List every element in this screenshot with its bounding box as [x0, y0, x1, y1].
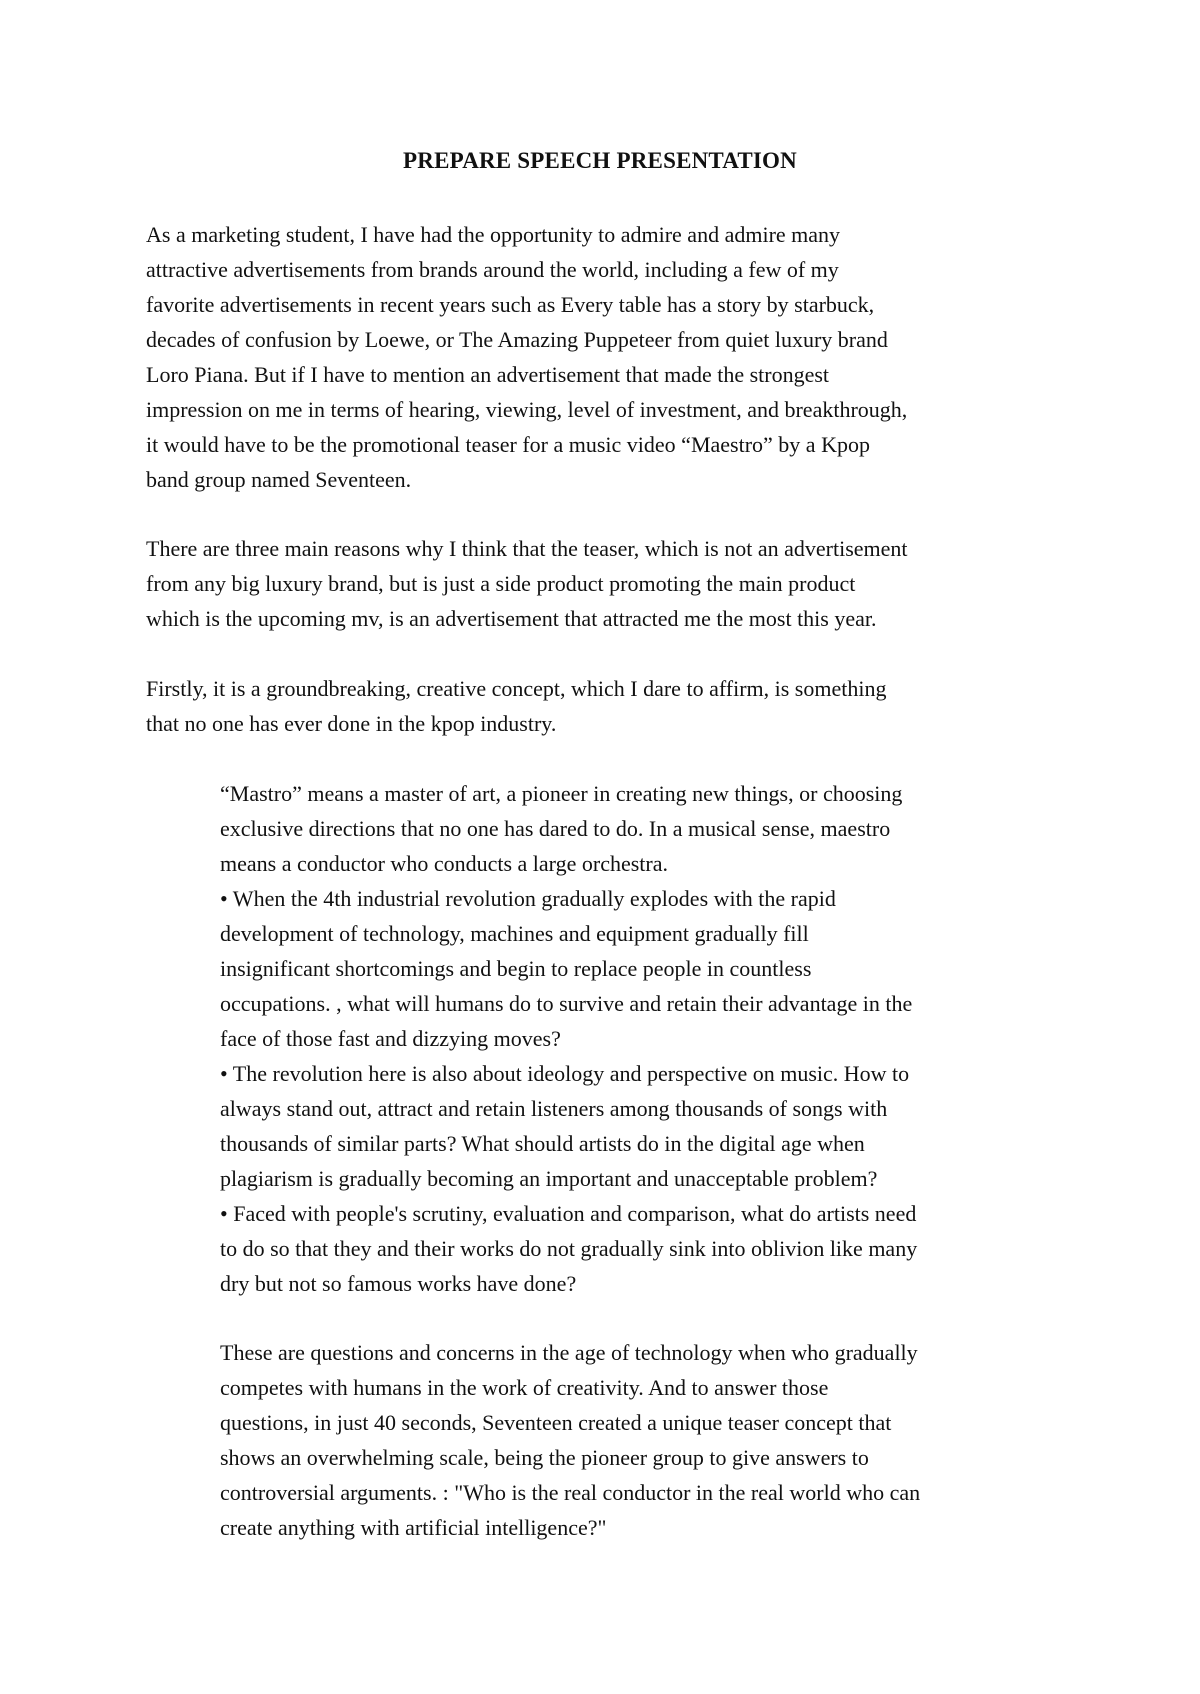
paragraph-line: favorite advertisements in recent years such as Every table has a story by starbuck,: [146, 292, 875, 317]
paragraph-line: it would have to be the promotional teaser for a music video “Maestro” by a Kpop: [146, 432, 870, 457]
indented-line: create anything with artificial intelligence?": [220, 1515, 607, 1540]
bullet-line: • The revolution here is also about ideology and perspective on music. How to: [220, 1061, 910, 1086]
indented-line: occupations. , what will humans do to survive and retain their advantage in the: [220, 991, 913, 1016]
paragraph-line: There are three main reasons why I think that the teaser, which is not an advertisement: [146, 536, 908, 561]
paragraph-line: which is the upcoming mv, is an advertisement that attracted me the most this year.: [146, 606, 877, 631]
paragraph-line: band group named Seventeen.: [146, 467, 412, 492]
indented-line: face of those fast and dizzying moves?: [220, 1026, 561, 1051]
indented-line: shows an overwhelming scale, being the pioneer group to give answers to: [220, 1445, 869, 1470]
paragraph-line: As a marketing student, I have had the opportunity to admire and admire many: [146, 222, 841, 247]
indented-line: means a conductor who conducts a large orchestra.: [220, 851, 668, 876]
indented-line: to do so that they and their works do not gradually sink into oblivion like many: [220, 1236, 918, 1261]
paragraph-intro: [146, 217, 1066, 497]
indented-line: thousands of similar parts? What should artists do in the digital age when: [220, 1131, 865, 1156]
paragraph-line: from any big luxury brand, but is just a side product promoting the main product: [146, 571, 856, 596]
indented-line: competes with humans in the work of creativity. And to answer those: [220, 1375, 829, 1400]
indented-line: questions, in just 40 seconds, Seventeen created a unique teaser concept that: [220, 1410, 892, 1435]
bullet-line: • Faced with people's scrutiny, evaluation and comparison, what do artists need: [220, 1201, 917, 1226]
indented-line: dry but not so famous works have done?: [220, 1271, 577, 1296]
indented-line: “Mastro” means a master of art, a pioneer in creating new things, or choosing: [220, 781, 903, 806]
paragraph-firstly: [146, 671, 1066, 741]
indented-line: controversial arguments. : "Who is the real conductor in the real world who can: [220, 1480, 921, 1505]
bullet-line: • When the 4th industrial revolution gradually explodes with the rapid: [220, 886, 836, 911]
paragraph-line: decades of confusion by Loewe, or The Amazing Puppeteer from quiet luxury brand: [146, 327, 888, 352]
paragraph-line: attractive advertisements from brands around the world, including a few of my: [146, 257, 839, 282]
paragraph-reasons: [146, 531, 1066, 636]
indented-block-questions: [220, 1335, 1070, 1545]
paragraph-line: impression on me in terms of hearing, viewing, level of investment, and breakthrough,: [146, 397, 908, 422]
paragraph-line: Loro Piana. But if I have to mention an advertisement that made the strongest: [146, 362, 830, 387]
indented-line: always stand out, attract and retain listeners among thousands of songs with: [220, 1096, 888, 1121]
indented-block-maestro: [220, 776, 1070, 1301]
indented-line: insignificant shortcomings and begin to replace people in countless: [220, 956, 812, 981]
indented-line: development of technology, machines and equipment gradually fill: [220, 921, 809, 946]
indented-line: plagiarism is gradually becoming an important and unacceptable problem?: [220, 1166, 878, 1191]
indented-line: These are questions and concerns in the age of technology when who gradually: [220, 1340, 918, 1365]
document-title: PREPARE SPEECH PRESENTATION: [403, 148, 797, 173]
indented-line: exclusive directions that no one has dared to do. In a musical sense, maestro: [220, 816, 891, 841]
paragraph-line: Firstly, it is a groundbreaking, creative concept, which I dare to affirm, is something: [146, 676, 887, 701]
paragraph-line: that no one has ever done in the kpop industry.: [146, 711, 557, 736]
